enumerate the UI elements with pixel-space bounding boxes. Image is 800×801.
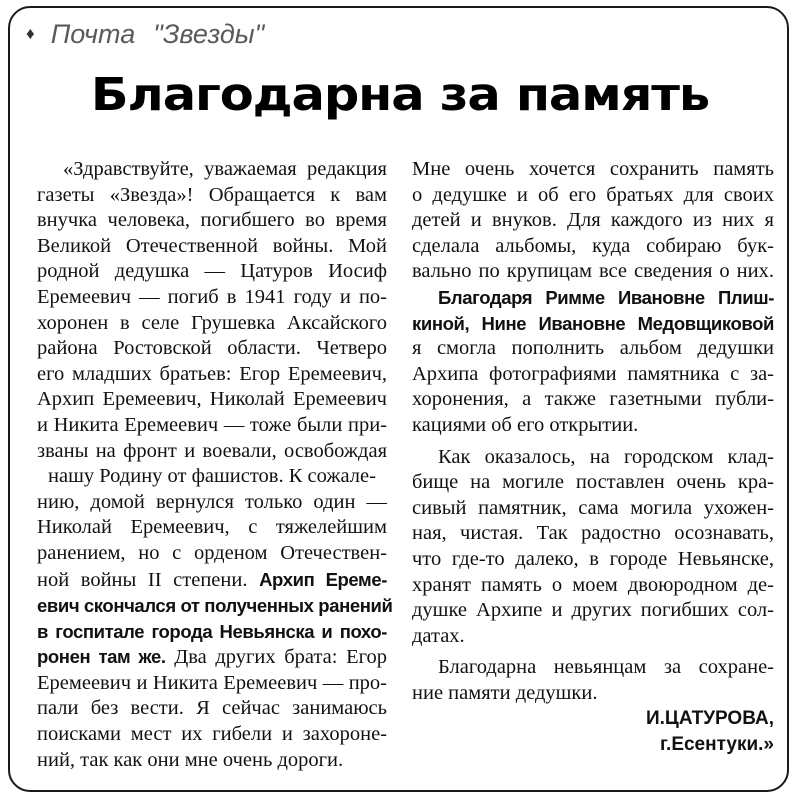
article-headline: Благодарна за память bbox=[90, 68, 710, 121]
text-line: его младших братьев: Егор Еремеевич, bbox=[37, 362, 387, 385]
text-line: датах. bbox=[412, 624, 465, 647]
text-line: Благодарна невьянцам за сохране- bbox=[438, 656, 774, 679]
signature-city: г.Есентуки.» bbox=[660, 734, 774, 756]
mixed-line bbox=[37, 644, 387, 671]
bold-segment: ронен там же. bbox=[37, 646, 166, 668]
text-line: о дедушке и об его братьях для своих bbox=[412, 183, 774, 206]
text-line: Великой Отечественной войны. Мой bbox=[37, 234, 387, 257]
text-line: Мне очень хочется сохранить память bbox=[412, 158, 774, 180]
mixed-line bbox=[37, 567, 387, 594]
bold-line: Благодаря Римме Ивановне Плиш- bbox=[438, 286, 774, 308]
text-line: Еремеевич и Никита Еремеевич — про- bbox=[37, 671, 387, 694]
rubric-word-1: Почта bbox=[50, 18, 136, 49]
text-line: Как оказалось, на городском клад- bbox=[438, 445, 774, 468]
rubric-word-2: "Звезды" bbox=[153, 18, 265, 49]
text-line: сделала альбомы, куда собираю бук- bbox=[412, 234, 774, 257]
bold-line: в госпитале города Невьянска и похо- bbox=[37, 620, 387, 642]
text-line: пали без вести. Я сейчас занимаюсь bbox=[37, 697, 387, 720]
text-line: душке Архипе и других погибших сол- bbox=[412, 599, 774, 622]
text-line: ний, так как они мне очень дороги. bbox=[37, 748, 344, 771]
text-line: сивый памятник, сама могила ухожен- bbox=[412, 496, 774, 519]
text-line: «Здравствуйте, уважаемая редакция bbox=[63, 158, 387, 180]
text-line: поисками мест их гибели и захороне- bbox=[37, 723, 387, 746]
text-segment: Два других брата: Егор bbox=[174, 646, 388, 669]
text-line: внучка человека, погибшего во время bbox=[37, 209, 387, 232]
text-line: бище на могиле поставлен очень кра- bbox=[412, 471, 774, 494]
text-line: ние памяти дедушки. bbox=[412, 681, 598, 704]
text-line: Архипа фотографиями памятника с за- bbox=[412, 362, 774, 385]
text-line: вально по крупицам все сведения о них. bbox=[412, 260, 774, 283]
text-line: хоронения, а также газетными публи- bbox=[412, 388, 774, 411]
bold-line: киной, Нине Ивановне Медовщиковой bbox=[412, 312, 774, 334]
rubric-header bbox=[26, 14, 264, 54]
text-line: званы на фронт и воевали, освобождая bbox=[37, 439, 387, 462]
text-line: детей и внуков. Для каждого из них я bbox=[412, 209, 774, 232]
text-line: кациями об его открытии. bbox=[412, 413, 639, 436]
text-line: газеты «Звезда»! Обращается к вам bbox=[37, 183, 387, 206]
bold-line: евич скончался от полученных ранений bbox=[37, 595, 393, 617]
text-line: Еремеевич — погиб в 1941 году и по- bbox=[37, 285, 387, 308]
text-segment: ной войны II степени. bbox=[37, 568, 248, 591]
text-line: ная, чистая. Так радостно осознавать, bbox=[412, 522, 774, 545]
text-line: я смогла пополнить альбом дедушки bbox=[412, 337, 774, 360]
signature-name: И.ЦАТУРОВА, bbox=[646, 708, 774, 730]
text-line: хоронен в селе Грушевка Аксайского bbox=[37, 311, 387, 334]
text-line: Архип Еремеевич, Николай Еремеевич bbox=[37, 388, 387, 411]
text-line: хранят память о моем двоюродном де- bbox=[412, 573, 774, 596]
left-column bbox=[37, 157, 393, 773]
diamond-bullet-icon: ♦ bbox=[26, 24, 35, 43]
text-line: ранением, но с орденом Отечествен- bbox=[37, 541, 387, 564]
text-line: родной дедушка — Цатуров Иосиф bbox=[37, 260, 387, 283]
text-line: нию, домой вернулся только один — bbox=[37, 490, 387, 513]
right-column bbox=[412, 157, 774, 758]
text-line: района Ростовской области. Четверо bbox=[37, 337, 387, 360]
text-line: и Никита Еремеевич — тоже были при- bbox=[37, 413, 387, 436]
text-line: Николай Еремеевич, с тяжелейшим bbox=[37, 516, 387, 539]
text-line: нашу Родину от фашистов. К сожале- bbox=[48, 465, 376, 488]
text-line: что где-то далеко, в городе Невьянске, bbox=[412, 547, 774, 570]
bold-segment: Архип Ереме- bbox=[259, 568, 387, 590]
